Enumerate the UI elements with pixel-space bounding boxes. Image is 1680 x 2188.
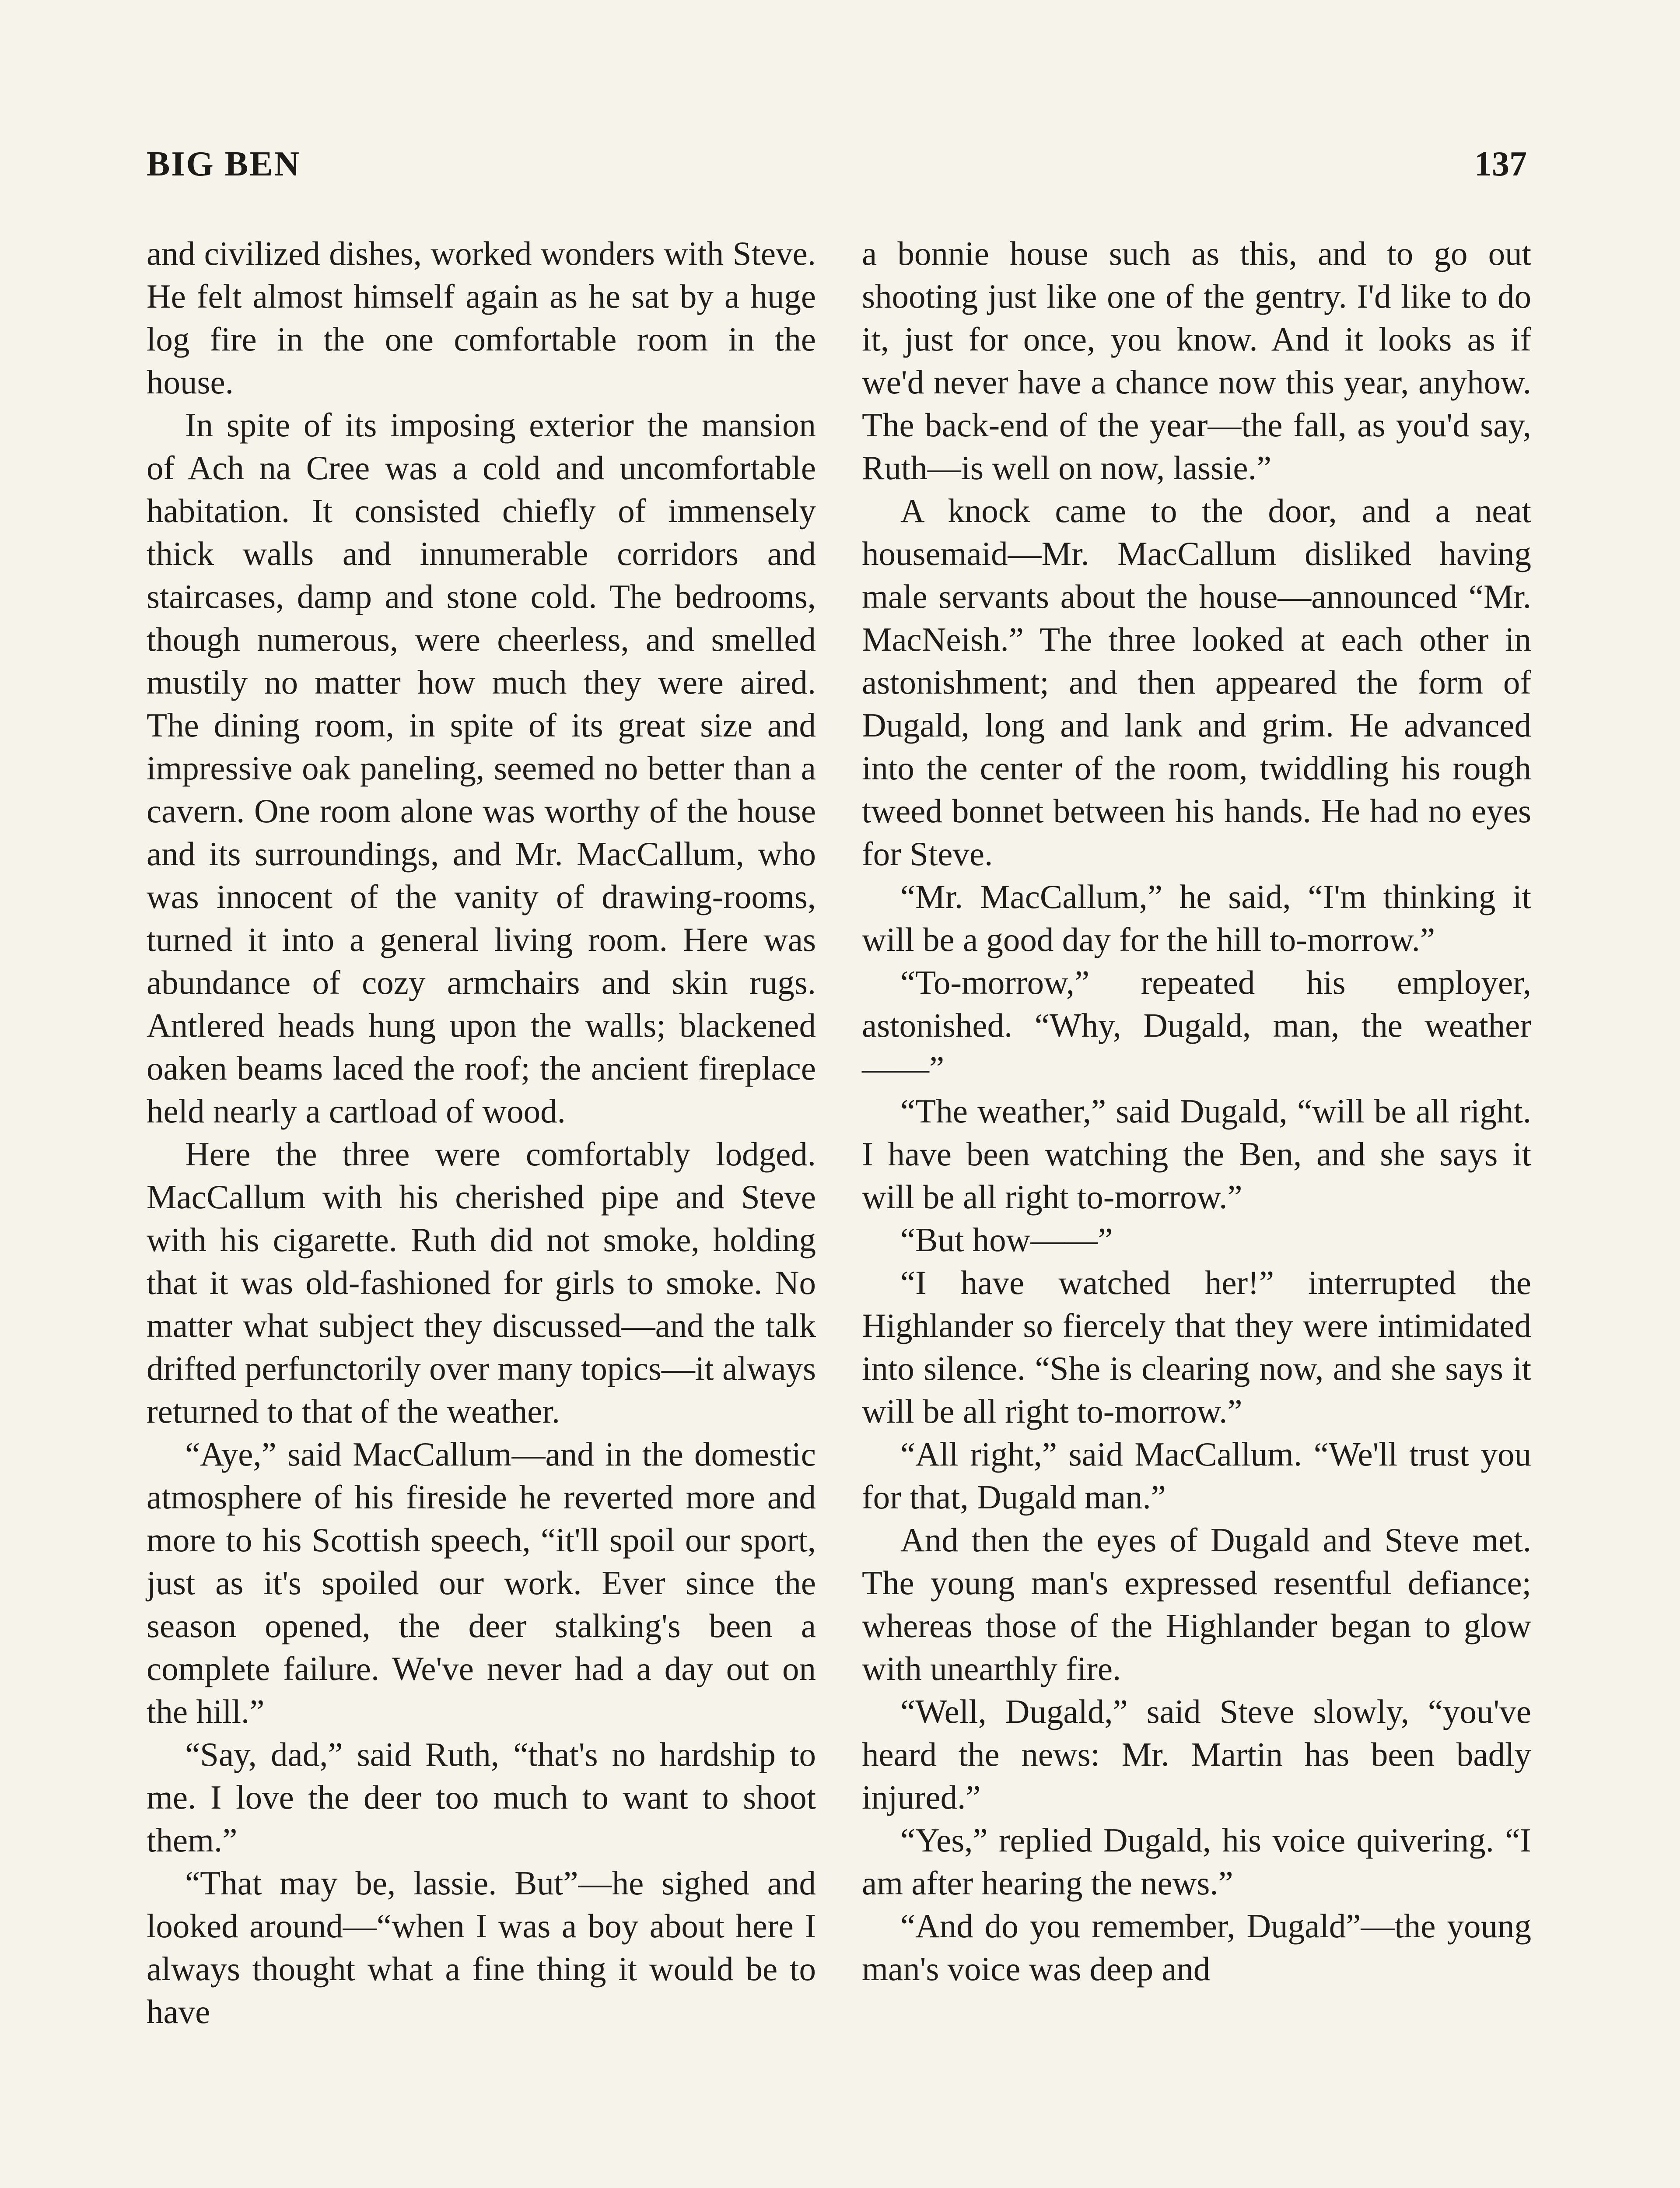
paragraph: In spite of its imposing exterior the mansion of Ach na Cree was a cold and uncomfortable habitation. It consisted chiefly of immensely thick walls and innumerable corridors and staircases, damp and stone cold. The bedrooms, though numerous, were cheerless, and smelled mustily no matter how much they were aired. The dining room, in spite of its great size and impressive oak paneling, seemed no better than a cavern. One room alone was worthy of the house and its surroundings, and Mr. MacCallum, who was innocent of the vanity of drawing-rooms, turned it into a general living room. Here was abundance of cozy armchairs and skin rugs. Antlered heads hung upon the walls; blackened oaken beams laced the roof; the ancient fireplace held nearly a cartload of wood. (147, 406, 816, 1130)
right-column (862, 232, 1531, 1990)
paragraph: And then the eyes of Dugald and Steve met. The young man's expressed resentful defiance; whereas those of the Highlander began to glow with unearthly fire. (862, 1521, 1531, 1687)
page-header (147, 144, 1527, 197)
paragraph: “And do you remember, Dugald”—the young man's voice was deep and (862, 1907, 1531, 1988)
paragraph: “All right,” said MacCallum. “We'll trust you for that, Dugald man.” (862, 1435, 1531, 1516)
paragraph: “Mr. MacCallum,” he said, “I'm thinking it will be a good day for the hill to-morrow.” (862, 878, 1531, 958)
paragraph: A knock came to the door, and a neat housemaid—Mr. MacCallum disliked having male servants about the house—announced “Mr. MacNeish.” The three looked at each other in astonishment; and then appeared the form of Dugald, long and lank and grim. He advanced into the center of the room, twiddling his rough tweed bonnet between his hands. He had no eyes for Steve. (862, 492, 1531, 873)
paragraph: Here the three were comfortably lodged. MacCallum with his cherished pipe and Steve with his cigarette. Ruth did not smoke, holding that it was old-fashioned for girls to smoke. No matter what subject they discussed—and the talk drifted perfunctorily over many topics—it always returned to that of the weather. (147, 1135, 816, 1430)
paragraph: “Well, Dugald,” said Steve slowly, “you've heard the news: Mr. Martin has been badly injured.” (862, 1693, 1531, 1816)
left-column (147, 232, 816, 2033)
paragraph: and civilized dishes, worked wonders with Steve. He felt almost himself again as he sat by a huge log fire in the one comfortable room in the house. (147, 235, 816, 401)
paragraph: “Aye,” said MacCallum—and in the domestic atmosphere of his fireside he reverted more and more to his Scottish speech, “it'll spoil our sport, just as it's spoiled our work. Ever since the season opened, the deer stalking's been a complete failure. We've never had a day out on the hill.” (147, 1435, 816, 1730)
paragraph: “Yes,” replied Dugald, his voice quivering. “I am after hearing the news.” (862, 1821, 1531, 1902)
paragraph: “The weather,” said Dugald, “will be all right. I have been watching the Ben, and she says it will be all right to-morrow.” (862, 1092, 1531, 1216)
paragraph: “Say, dad,” said Ruth, “that's no hardship to me. I love the deer too much to want to shoot them.” (147, 1736, 816, 1859)
paragraph: “That may be, lassie. But”—he sighed and looked around—“when I was a boy about here I always thought what a fine thing it would be to have (147, 1864, 816, 2030)
running-head: BIG BEN (147, 145, 301, 183)
page-number: 137 (1474, 145, 1527, 183)
paragraph: “To-morrow,” repeated his employer, astonished. “Why, Dugald, man, the weather——” (862, 964, 1531, 1087)
paragraph: “But how——” (900, 1221, 1113, 1259)
paragraph: a bonnie house such as this, and to go out shooting just like one of the gentry. I'd like to do it, just for once, you know. And it looks as if we'd never have a chance now this year, anyhow. The back-end of the year—the fall, as you'd say, Ruth—is well on now, lassie.” (862, 235, 1531, 487)
paragraph: “I have watched her!” interrupted the Highlander so fiercely that they were intimidated into silence. “She is clearing now, and she says it will be all right to-morrow.” (862, 1264, 1531, 1430)
